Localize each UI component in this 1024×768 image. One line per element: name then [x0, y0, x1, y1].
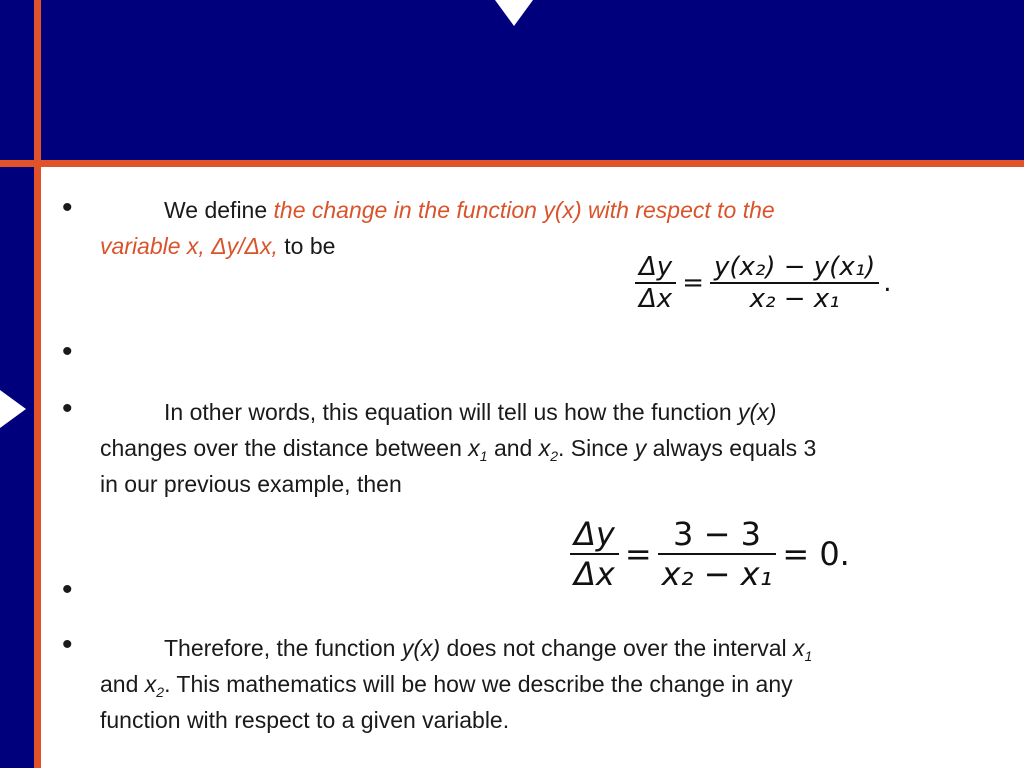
eq1-equals: =	[682, 267, 704, 298]
left-triangle-marker	[0, 390, 26, 428]
eq2-lhs-fraction	[570, 515, 619, 593]
eq2-rhs-denominator: x₂ − x₁	[661, 554, 773, 593]
para2-y: y	[634, 435, 647, 461]
eq1-lhs-fraction	[635, 252, 676, 314]
bullet-4: •	[62, 573, 73, 606]
eq2-rhs-fraction	[658, 515, 777, 593]
eq1-end-period: .	[883, 267, 892, 298]
side-band	[0, 160, 34, 768]
top-triangle-marker	[495, 0, 533, 26]
eq2-lhs-denominator: Δx	[574, 554, 615, 593]
para2-x1: $x_1$	[468, 435, 488, 464]
para1-highlight-2: variable x, Δy/Δx,	[100, 233, 278, 259]
bullet-2: •	[62, 335, 73, 368]
eq1-rhs-fraction	[710, 252, 879, 314]
para3-x2: $x_2$	[144, 671, 165, 700]
equation-definition	[635, 252, 892, 314]
vertical-accent-line	[34, 0, 41, 768]
bullet-3: •	[62, 392, 73, 425]
para3-text-1: Therefore, the function	[164, 635, 396, 661]
para3-text-4: function with respect to a given variable.	[100, 707, 510, 733]
eq2-lhs-numerator: Δy	[574, 515, 615, 553]
eq1-rhs-numerator: y(x₂) − y(x₁)	[713, 252, 876, 282]
para1-tail: to be	[284, 233, 336, 259]
eq1-lhs-numerator: Δy	[639, 252, 673, 282]
para3-and: and	[100, 671, 139, 697]
bullet-5: •	[62, 628, 73, 661]
para2-function: y(x)	[738, 399, 777, 425]
para3-text-3: . This mathematics will be how we describe the change in any	[164, 671, 793, 697]
para2-text-2: changes over the distance between	[100, 435, 462, 461]
horizontal-accent-line	[0, 160, 1024, 167]
para3-text-2: does not change over the interval	[446, 635, 787, 661]
para2-text-4: always equals 3	[652, 435, 817, 461]
eq1-rhs-denominator: x₂ − x₁	[749, 283, 840, 314]
eq2-equals: =	[624, 534, 652, 573]
para2-and: and	[493, 435, 533, 461]
para2-text-3: . Since	[558, 435, 629, 461]
bullet-1: •	[62, 191, 73, 224]
paragraph-interpretation	[100, 394, 1000, 502]
para3-function: y(x)	[401, 635, 441, 661]
para2-x2: $x_2$	[538, 435, 558, 464]
para1-lead: We define	[164, 197, 268, 223]
para2-text-1: In other words, this equation will tell us how the function	[164, 399, 732, 425]
eq1-lhs-denominator: Δx	[639, 283, 673, 314]
para1-highlight: the change in the function y(x) with respect to the	[273, 197, 775, 223]
para3-x1: $x_1$	[793, 635, 813, 664]
paragraph-conclusion	[100, 630, 1000, 738]
para2-text-5: in our previous example, then	[100, 471, 402, 497]
equation-example	[570, 515, 856, 593]
eq2-result: = 0.	[782, 534, 850, 573]
eq2-rhs-numerator: 3 − 3	[673, 515, 761, 553]
